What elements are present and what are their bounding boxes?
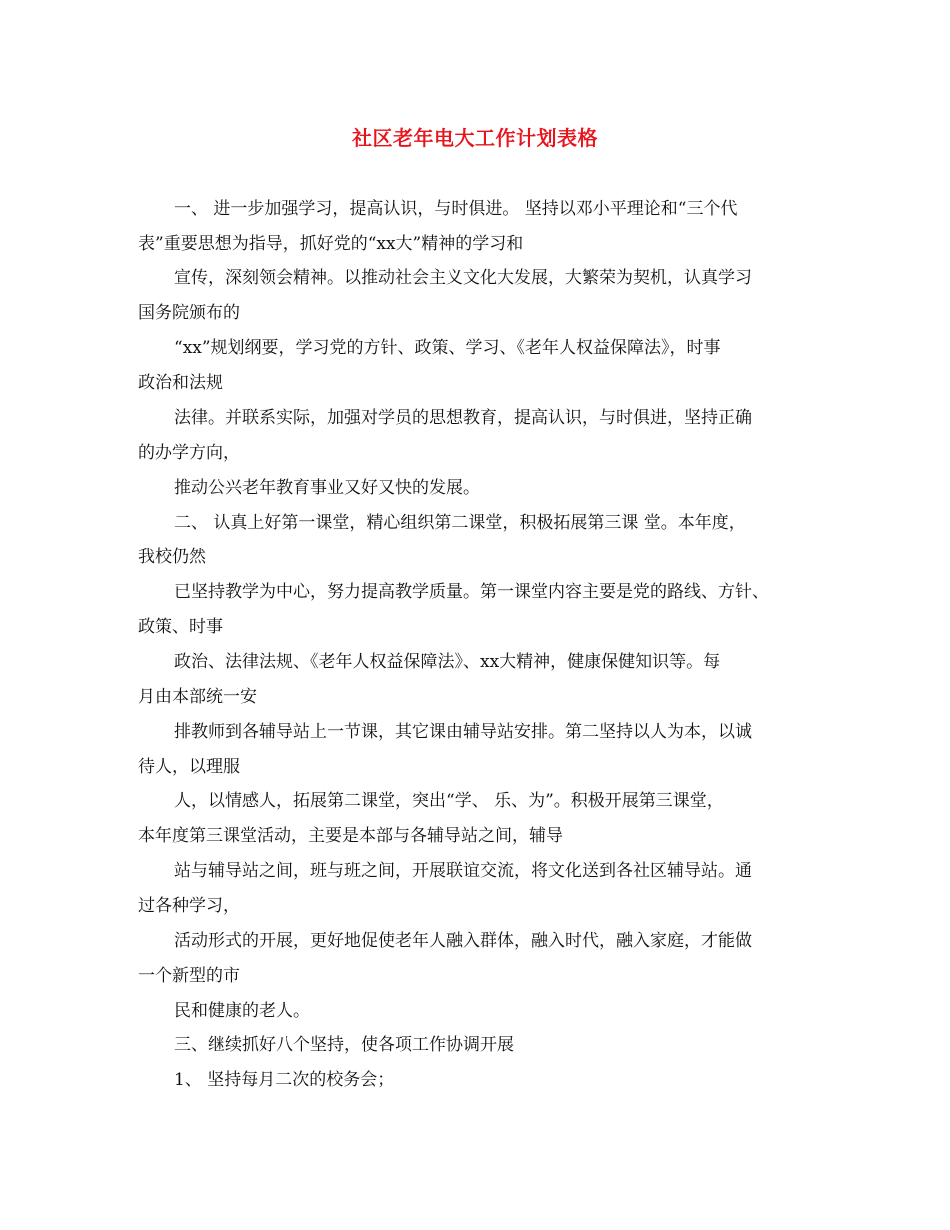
paragraph-line: 政治、法律法规、《老年人权益保障法》、xx大精神，健康保健知识等。每 — [174, 652, 721, 672]
paragraph-line: 国务院颁布的 — [138, 303, 240, 323]
paragraph-line: 二、 认真上好第一课堂，精心组织第二课堂，积极拓展第三课 堂。本年度， — [174, 513, 746, 533]
paragraph-line: 推动公兴老年教育事业又好又快的发展。 — [174, 478, 480, 498]
document-title: 社区老年电大工作计划表格 — [352, 126, 598, 150]
paragraph-line: 1、 坚持每月二次的校务会； — [174, 1070, 395, 1090]
paragraph-line: “xx”规划纲要，学习党的方针、政策、学习、《老年人权益保障法》，时事 — [174, 338, 721, 358]
paragraph-line: 排教师到各辅导站上一节课，其它课由辅导站安排。第二坚持以人为本，以诚 — [174, 722, 752, 742]
paragraph-line: 已坚持教学为中心，努力提高教学质量。第一课堂内容主要是党的路线、方针、 — [174, 582, 769, 602]
paragraph-line: 月由本部统一安 — [138, 687, 257, 707]
paragraph-line: 表”重要思想为指导，抓好党的“xx大”精神的学习和 — [138, 234, 524, 254]
paragraph-line: 三、继续抓好八个坚持，使各项工作协调开展 — [174, 1035, 514, 1055]
paragraph-line: 政策、时事 — [138, 617, 223, 637]
paragraph-line: 的办学方向， — [138, 443, 240, 463]
paragraph-line: 人，以情感人，拓展第二课堂，突出“学、 乐、为”。积极开展第三课堂， — [174, 791, 724, 811]
paragraph-line: 本年度第三课堂活动，主要是本部与各辅导站之间，辅导 — [138, 826, 563, 846]
paragraph-line: 宣传，深刻领会精神。以推动社会主义文化大发展，大繁荣为契机，认真学习 — [174, 268, 752, 288]
paragraph-line: 法律。并联系实际，加强对学员的思想教育，提高认识，与时俱进，坚持正确 — [174, 408, 752, 428]
paragraph-line: 过各种学习， — [138, 896, 240, 916]
paragraph-line: 一、 进一步加强学习，提高认识，与时俱进。 坚持以邓小平理论和“三个代 — [174, 199, 738, 219]
paragraph-line: 一个新型的市 — [138, 966, 240, 986]
paragraph-line: 站与辅导站之间，班与班之间，开展联谊交流，将文化送到各社区辅导站。通 — [174, 861, 752, 881]
paragraph-line: 政治和法规 — [138, 373, 223, 393]
paragraph-line: 待人，以理服 — [138, 757, 240, 777]
paragraph-line: 民和健康的老人。 — [174, 1001, 310, 1021]
paragraph-line: 活动形式的开展，更好地促使老年人融入群体，融入时代，融入家庭，才能做 — [174, 931, 752, 951]
paragraph-line: 我校仍然 — [138, 547, 206, 567]
